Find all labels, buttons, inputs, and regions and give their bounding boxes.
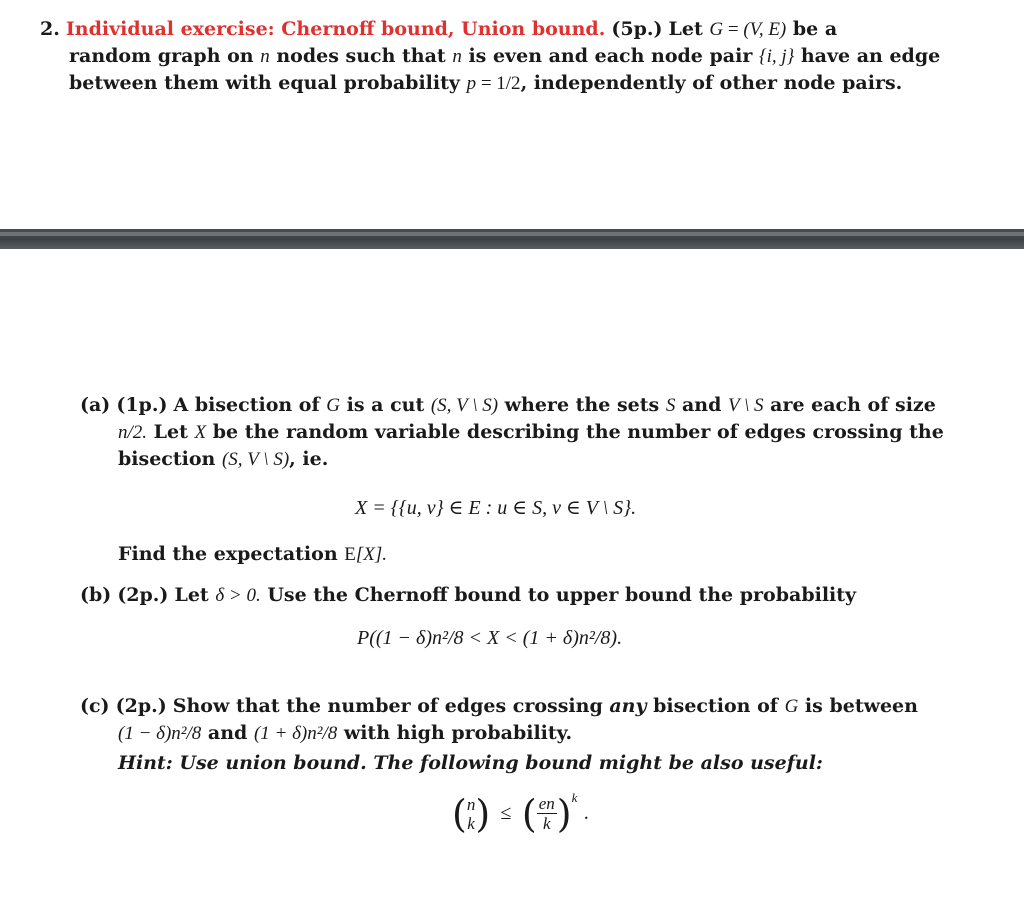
part-c-line-3 bbox=[80, 750, 980, 777]
frac-numerator: en bbox=[538, 794, 555, 813]
part-b-points: (2p.) bbox=[117, 584, 169, 606]
text-find-expectation: Find the expectation bbox=[118, 543, 345, 565]
text-high-prob: with high probability. bbox=[337, 722, 573, 744]
text-each-size: are each of size bbox=[763, 394, 936, 416]
right-paren: ) bbox=[475, 791, 491, 836]
part-a-line-1 bbox=[80, 392, 980, 419]
problem-line-1 bbox=[40, 16, 940, 43]
left-paren: ( bbox=[452, 791, 467, 836]
left-paren-2: ( bbox=[521, 791, 537, 836]
text-is-a-cut: is a cut bbox=[340, 394, 431, 416]
part-c-line-2 bbox=[80, 720, 980, 747]
math-G-c: G bbox=[784, 696, 799, 717]
math-X: X bbox=[194, 422, 207, 443]
text-let: Let bbox=[668, 18, 710, 40]
problem-title: Individual exercise: Chernoff bound, Union bound. bbox=[65, 18, 606, 40]
math-EX: [X]. bbox=[355, 544, 388, 565]
problem-line-3 bbox=[40, 70, 940, 97]
text-bisection: bisection bbox=[118, 448, 222, 470]
text-independently: , independently of other node pairs. bbox=[520, 72, 903, 94]
hint-text: Hint: Use union bound. The following bound might be also useful: bbox=[118, 752, 823, 774]
part-a-points: (1p.) bbox=[116, 394, 168, 416]
display-binomial-ineq bbox=[452, 789, 589, 836]
part-b-label: (b) bbox=[80, 584, 112, 606]
math-E: E bbox=[344, 544, 356, 565]
text-random-graph: random graph on bbox=[69, 45, 261, 67]
part-c bbox=[80, 693, 980, 777]
problem-line-2 bbox=[40, 43, 940, 70]
math-ij: {i, j} bbox=[758, 46, 795, 67]
frac-stack bbox=[537, 794, 557, 833]
display-eq-P: P((1 − δ)n²/8 < X < (1 + δ)n²/8). bbox=[357, 627, 623, 649]
math-delta: δ > 0. bbox=[215, 585, 261, 606]
binomial-coefficient bbox=[452, 791, 491, 836]
text-is-between: is between bbox=[798, 695, 918, 717]
text-and: and bbox=[675, 394, 728, 416]
part-c-line-1 bbox=[80, 693, 980, 720]
math-cut: (S, V \ S) bbox=[430, 395, 499, 416]
math-VS: V \ S bbox=[727, 395, 764, 416]
math-p: p bbox=[466, 73, 477, 94]
text-show-that: Show that the number of edges crossing bbox=[172, 695, 610, 717]
text-and-c: and bbox=[201, 722, 254, 744]
text-even: is even and each node pair bbox=[461, 45, 759, 67]
math-n: n bbox=[260, 46, 270, 67]
problem-points: (5p.) bbox=[611, 18, 663, 40]
problem-number: 2. bbox=[40, 18, 60, 40]
math-n-2: n bbox=[452, 46, 462, 67]
separator-bar bbox=[0, 229, 1024, 249]
text-let-2: Let bbox=[147, 421, 195, 443]
text-chernoff: Use the Chernoff bound to upper bound the probability bbox=[260, 584, 857, 606]
text-let-b: Let bbox=[174, 584, 216, 606]
text-between: between them with equal probability bbox=[69, 72, 467, 94]
leq-sign: ≤ bbox=[500, 802, 512, 824]
text-ie: , ie. bbox=[289, 448, 329, 470]
final-dot: . bbox=[583, 802, 589, 824]
text-where-sets: where the sets bbox=[498, 394, 666, 416]
binom-stack bbox=[467, 795, 476, 833]
part-c-points: (2p.) bbox=[115, 695, 167, 717]
binom-bottom: k bbox=[467, 813, 475, 833]
text-bisection-of: A bisection of bbox=[173, 394, 327, 416]
exponent-k: k bbox=[571, 789, 578, 805]
text-nodes-such: nodes such that bbox=[269, 45, 453, 67]
part-a bbox=[80, 392, 980, 473]
math-cut-2: (S, V \ S) bbox=[221, 449, 290, 470]
math-n-half: n/2. bbox=[118, 422, 148, 443]
part-a-line-3 bbox=[80, 446, 980, 473]
right-paren-2: ) bbox=[556, 791, 572, 836]
part-a-line-2 bbox=[80, 419, 980, 446]
math-lower-bound: (1 − δ)n²/8 bbox=[118, 723, 202, 744]
fraction-power bbox=[521, 789, 578, 836]
part-b-line-1 bbox=[80, 582, 980, 609]
text-random-variable: be the random variable describing the number of edges crossing the bbox=[206, 421, 944, 443]
math-S: S bbox=[665, 395, 676, 416]
part-b bbox=[80, 582, 980, 609]
math-G-a: G bbox=[326, 395, 341, 416]
find-line bbox=[118, 541, 1018, 568]
part-c-label: (c) bbox=[80, 695, 110, 717]
text-any: any bbox=[609, 695, 647, 717]
frac-denominator: k bbox=[542, 814, 551, 833]
text-have-edge: have an edge bbox=[794, 45, 941, 67]
problem-statement bbox=[40, 16, 940, 97]
part-a-find bbox=[118, 541, 1018, 568]
text-bisection-of-c: bisection of bbox=[646, 695, 785, 717]
math-G: G bbox=[709, 19, 724, 40]
math-eq: = bbox=[723, 19, 744, 40]
binom-top: n bbox=[466, 794, 476, 814]
display-eq-X: X = {{u, v} ∈ E : u ∈ S, v ∈ V \ S}. bbox=[355, 497, 637, 519]
math-upper-bound: (1 + δ)n²/8 bbox=[253, 723, 338, 744]
part-a-label: (a) bbox=[80, 394, 111, 416]
math-VE: (V, E) bbox=[743, 19, 787, 40]
text-be-a: be a bbox=[786, 18, 838, 40]
math-half: = 1/2 bbox=[476, 73, 521, 94]
